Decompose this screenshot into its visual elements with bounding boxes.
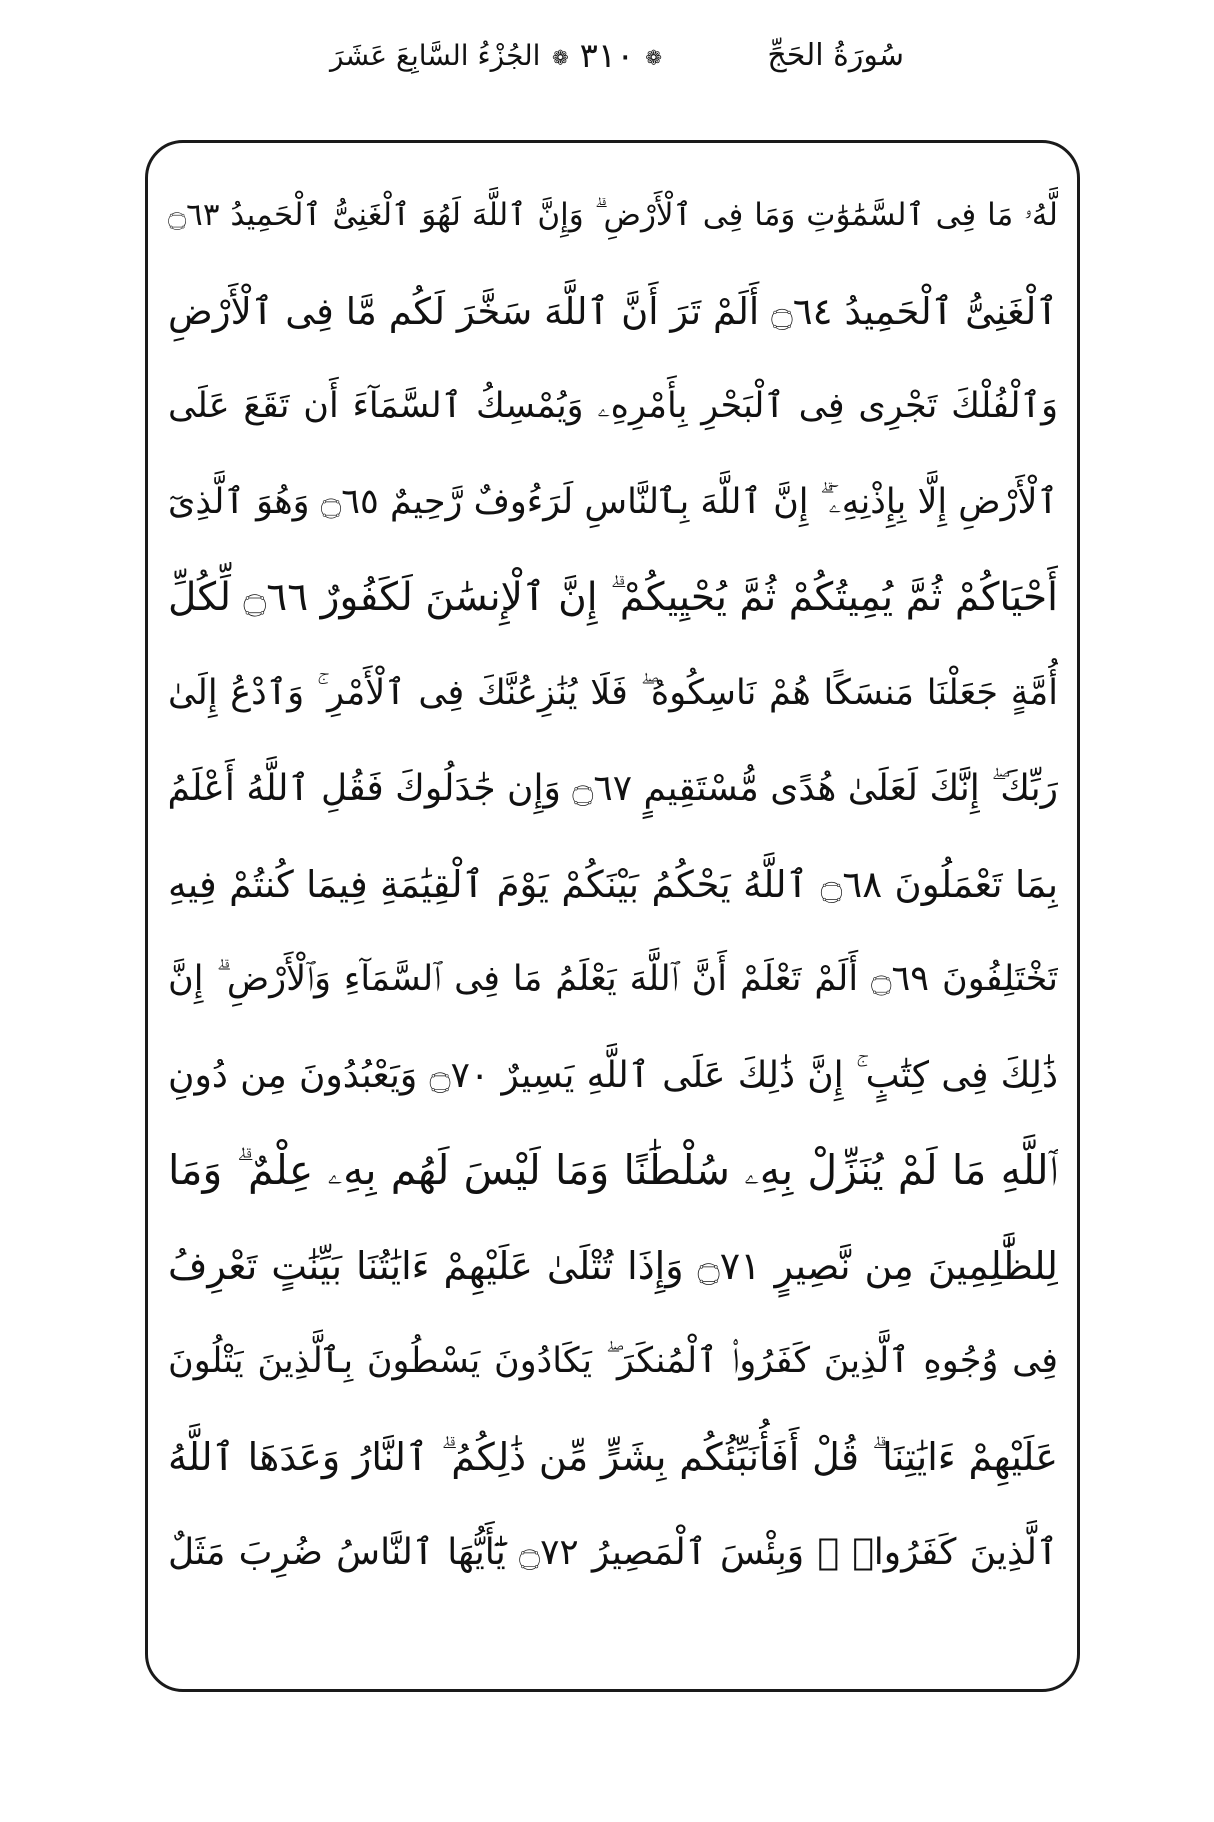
surah-name: سُورَةُ الحَجِّ xyxy=(767,38,904,73)
text-line-9: تَخْتَلِفُونَ ۝٦٩ أَلَمْ تَعْلَمْ أَنَّ ٱللَّهَ يَعْلَمُ مَا فِى ٱلسَّمَآءِ وَٱلْأَرْضِ ۗ إِنَّ xyxy=(168,959,1058,999)
page-number-block xyxy=(552,34,662,80)
text-line-14: عَلَيْهِمْ ءَايَٰتِنَا ۗ قُلْ أَفَأُنَبِّئُكُم بِشَرٍّ مِّن ذَٰلِكُمُ ۗ ٱلنَّارُ وَعَدَهَا ٱللَّهُ xyxy=(168,1434,1058,1479)
text-line-8: بِمَا تَعْمَلُونَ ۝٦٨ ٱللَّهُ يَحْكُمُ بَيْنَكُمْ يَوْمَ ٱلْقِيَٰمَةِ فِيمَا كُنتُمْ فِيهِ xyxy=(168,862,1058,906)
text-line-5: أَحْيَاكُمْ ثُمَّ يُمِيتُكُمْ ثُمَّ يُحْيِيكُمْ ۗ إِنَّ ٱلْإِنسَٰنَ لَكَفُورٌ ۝٦٦ لِّكُلِّ xyxy=(168,575,1058,620)
text-line-11: ٱللَّهِ مَا لَمْ يُنَزِّلْ بِهِۦ سُلْطَٰنًا وَمَا لَيْسَ لَهُم بِهِۦ عِلْمٌ ۗ وَمَا xyxy=(168,1146,1058,1194)
ornament-right-icon: ❁ xyxy=(645,45,662,70)
ornament-left-icon: ❁ xyxy=(552,45,569,70)
page-header xyxy=(0,28,1214,98)
text-line-4: ٱلْأَرْضِ إِلَّا بِإِذْنِهِۦٓ ۗ إِنَّ ٱللَّهَ بِٱلنَّاسِ لَرَءُوفٌ رَّحِيمٌ ۝٦٥ وَهُوَ ٱلَّذِىٓ xyxy=(168,481,1058,522)
page-number: ٣١٠ xyxy=(579,36,635,76)
juz-name: الجُزْءُ السَّابِعَ عَشَرَ xyxy=(330,39,541,72)
text-line-7: رَبِّكَ ۖ إِنَّكَ لَعَلَىٰ هُدًى مُّسْتَقِيمٍ ۝٦٧ وَإِن جَٰدَلُوكَ فَقُلِ ٱللَّهُ أَعْلَمُ xyxy=(168,768,1058,809)
text-line-2: ٱلْغَنِىُّ ٱلْحَمِيدُ ۝٦٤ أَلَمْ تَرَ أَنَّ ٱللَّهَ سَخَّرَ لَكُم مَّا فِى ٱلْأَرْضِ xyxy=(168,289,1058,333)
text-line-12: لِلظَّٰلِمِينَ مِن نَّصِيرٍ ۝٧١ وَإِذَا تُتْلَىٰ عَلَيْهِمْ ءَايَٰتُنَا بَيِّنَٰتٍ تَعْرِفُ xyxy=(168,1243,1058,1288)
text-line-13: فِى وُجُوهِ ٱلَّذِينَ كَفَرُوا۟ ٱلْمُنكَرَ ۖ يَكَادُونَ يَسْطُونَ بِٱلَّذِينَ يَتْلُونَ xyxy=(168,1341,1058,1381)
text-line-15: ٱلَّذِينَ كَفَرُوا۟ ۖ وَبِئْسَ ٱلْمَصِيرُ ۝٧٢ يَٰٓأَيُّهَا ٱلنَّاسُ ضُرِبَ مَثَلٌ xyxy=(168,1532,1058,1573)
text-line-10: ذَٰلِكَ فِى كِتَٰبٍ ۚ إِنَّ ذَٰلِكَ عَلَى ٱللَّهِ يَسِيرٌ ۝٧٠ وَيَعْبُدُونَ مِن دُونِ xyxy=(168,1054,1058,1096)
text-line-6: أُمَّةٍ جَعَلْنَا مَنسَكًا هُمْ نَاسِكُوهُ ۖ فَلَا يُنَٰزِعُنَّكَ فِى ٱلْأَمْرِ ۚ وَٱدْعُ إِلَىٰ xyxy=(168,672,1058,713)
quran-text-block xyxy=(168,168,1058,1601)
text-line-3: وَٱلْفُلْكَ تَجْرِى فِى ٱلْبَحْرِ بِأَمْرِهِۦ وَيُمْسِكُ ٱلسَّمَآءَ أَن تَقَعَ عَلَى xyxy=(168,386,1058,426)
text-line-1: لَّهُۥ مَا فِى ٱلسَّمَٰوَٰتِ وَمَا فِى ٱلْأَرْضِ ۗ وَإِنَّ ٱللَّهَ لَهُوَ ٱلْغَنِىُّ ٱلْحَمِيدُ ۝٦٣ xyxy=(168,197,1058,233)
